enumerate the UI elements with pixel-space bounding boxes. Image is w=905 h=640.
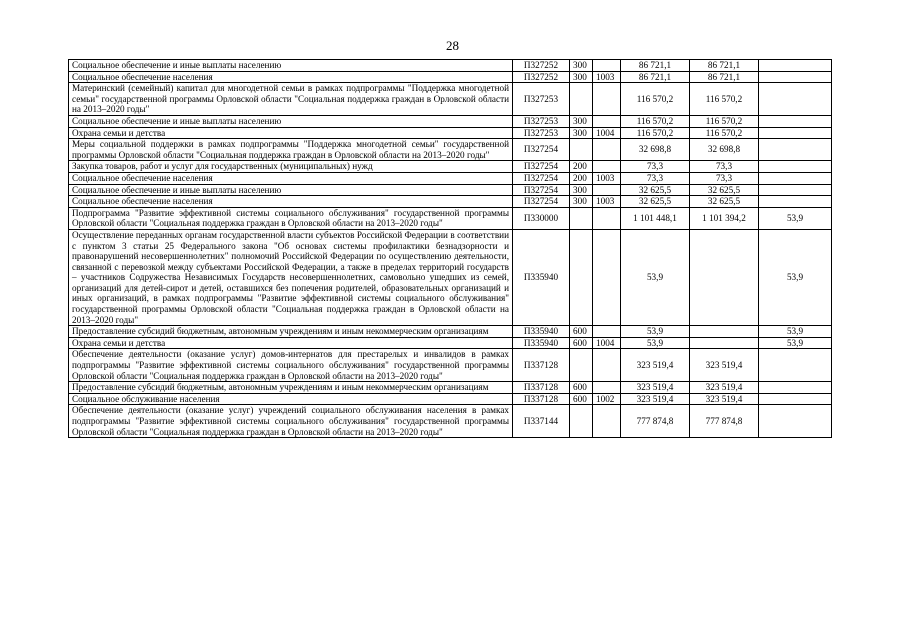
row-total-cell: 86 721,1 xyxy=(621,71,690,83)
row-code-cell: П330000 xyxy=(513,207,570,229)
table-row xyxy=(69,326,832,338)
row-expense-type-cell: 600 xyxy=(570,393,593,405)
table-row xyxy=(69,229,832,325)
row-total-cell: 323 519,4 xyxy=(621,349,690,382)
row-name-cell: Социальное обеспечение и иные выплаты населению xyxy=(69,115,513,127)
row-section-cell: 1003 xyxy=(593,172,621,184)
row-code-cell: П327254 xyxy=(513,172,570,184)
row-section-cell xyxy=(593,326,621,338)
row-code-cell: П335940 xyxy=(513,337,570,349)
row-total-cell: 323 519,4 xyxy=(621,393,690,405)
row-expense-type-cell xyxy=(570,139,593,161)
table-row xyxy=(69,196,832,208)
row-code-cell: П327254 xyxy=(513,139,570,161)
row-section-cell xyxy=(593,405,621,438)
row-section-cell xyxy=(593,349,621,382)
row-federal-cell: 53,9 xyxy=(759,207,832,229)
row-total-cell: 32 698,8 xyxy=(621,139,690,161)
row-name-cell: Социальное обеспечение населения xyxy=(69,196,513,208)
row-section-cell xyxy=(593,229,621,325)
row-code-cell: П327253 xyxy=(513,115,570,127)
row-section-cell xyxy=(593,60,621,72)
row-code-cell: П337128 xyxy=(513,393,570,405)
row-code-cell: П337128 xyxy=(513,349,570,382)
row-code-cell: П335940 xyxy=(513,229,570,325)
row-total-cell: 73,3 xyxy=(621,161,690,173)
row-regional-cell: 32 625,5 xyxy=(690,196,759,208)
table-row xyxy=(69,115,832,127)
row-regional-cell: 777 874,8 xyxy=(690,405,759,438)
row-federal-cell xyxy=(759,349,832,382)
row-regional-cell: 323 519,4 xyxy=(690,393,759,405)
row-total-cell: 323 519,4 xyxy=(621,382,690,394)
row-code-cell: П327253 xyxy=(513,127,570,139)
row-expense-type-cell xyxy=(570,83,593,116)
row-expense-type-cell: 300 xyxy=(570,71,593,83)
row-name-cell: Подпрограмма "Развитие эффективной системы социального обслуживания" государственной программы Орловской области "Социальная поддержка граждан в Орловской области на 2013–2020 годы" xyxy=(69,207,513,229)
row-total-cell: 116 570,2 xyxy=(621,115,690,127)
row-total-cell: 73,3 xyxy=(621,172,690,184)
row-regional-cell: 86 721,1 xyxy=(690,60,759,72)
row-section-cell: 1004 xyxy=(593,337,621,349)
row-regional-cell: 73,3 xyxy=(690,161,759,173)
row-code-cell: П327252 xyxy=(513,60,570,72)
table-row xyxy=(69,184,832,196)
row-federal-cell xyxy=(759,60,832,72)
row-code-cell: П327252 xyxy=(513,71,570,83)
row-federal-cell: 53,9 xyxy=(759,229,832,325)
row-total-cell: 32 625,5 xyxy=(621,196,690,208)
row-expense-type-cell: 300 xyxy=(570,115,593,127)
table-row xyxy=(69,71,832,83)
row-federal-cell xyxy=(759,83,832,116)
row-name-cell: Социальное обслуживание населения xyxy=(69,393,513,405)
row-total-cell: 53,9 xyxy=(621,229,690,325)
row-total-cell: 1 101 448,1 xyxy=(621,207,690,229)
row-federal-cell: 53,9 xyxy=(759,337,832,349)
row-federal-cell xyxy=(759,196,832,208)
row-total-cell: 53,9 xyxy=(621,337,690,349)
row-total-cell: 32 625,5 xyxy=(621,184,690,196)
row-section-cell: 1003 xyxy=(593,196,621,208)
row-regional-cell: 32 698,8 xyxy=(690,139,759,161)
row-regional-cell: 116 570,2 xyxy=(690,127,759,139)
table-row xyxy=(69,161,832,173)
row-total-cell: 777 874,8 xyxy=(621,405,690,438)
row-section-cell xyxy=(593,184,621,196)
row-federal-cell xyxy=(759,184,832,196)
row-expense-type-cell: 300 xyxy=(570,196,593,208)
row-federal-cell xyxy=(759,172,832,184)
row-section-cell: 1003 xyxy=(593,71,621,83)
row-name-cell: Меры социальной поддержки в рамках подпрограммы "Поддержка многодетной семьи" государственной программы Орловской области "Социальная поддержка граждан в Орловской области на 2013–2020 годы" xyxy=(69,139,513,161)
row-expense-type-cell: 600 xyxy=(570,382,593,394)
row-expense-type-cell: 600 xyxy=(570,326,593,338)
row-federal-cell xyxy=(759,382,832,394)
row-section-cell xyxy=(593,83,621,116)
row-total-cell: 53,9 xyxy=(621,326,690,338)
row-federal-cell xyxy=(759,127,832,139)
row-section-cell xyxy=(593,161,621,173)
row-federal-cell xyxy=(759,139,832,161)
row-expense-type-cell xyxy=(570,207,593,229)
row-name-cell: Закупка товаров, работ и услуг для государственных (муниципальных) нужд xyxy=(69,161,513,173)
table-row xyxy=(69,393,832,405)
table-row xyxy=(69,207,832,229)
table-row xyxy=(69,382,832,394)
table-row xyxy=(69,405,832,438)
row-name-cell: Социальное обеспечение населения xyxy=(69,71,513,83)
row-regional-cell: 116 570,2 xyxy=(690,83,759,116)
table-body xyxy=(69,60,832,438)
row-federal-cell xyxy=(759,115,832,127)
row-name-cell: Охрана семьи и детства xyxy=(69,337,513,349)
row-code-cell: П327253 xyxy=(513,83,570,116)
table-row xyxy=(69,83,832,116)
row-name-cell: Осуществление переданных органам государственной власти субъектов Российской Федерации в соответствии с пунктом 3 статьи 25 Федерального закона "Об основах системы профилактики безнадзорности и правонарушений несовершеннолетних" полномочий Российской Федерации по осуществлению деятельности, связанной с перевозкой между субъектами Российской Федерации, а также в пределах территорий государств – участников Содружества Независимых Государств несовершеннолетних, самовольно ушедших из семей, организаций для детей-сирот и детей, оставшихся без попечения родителей, образовательных организаций и иных организаций, в рамках подпрограммы "Развитие эффективной системы социального обслуживания" государственной программы Орловской области "Социальная поддержка граждан в Орловской области на 2013–2020 годы" xyxy=(69,229,513,325)
row-section-cell xyxy=(593,139,621,161)
row-federal-cell xyxy=(759,405,832,438)
row-code-cell: П327254 xyxy=(513,161,570,173)
row-name-cell: Предоставление субсидий бюджетным, автономным учреждениям и иным некоммерческим организациям xyxy=(69,382,513,394)
row-expense-type-cell: 300 xyxy=(570,60,593,72)
row-federal-cell: 53,9 xyxy=(759,326,832,338)
row-total-cell: 116 570,2 xyxy=(621,127,690,139)
row-regional-cell: 73,3 xyxy=(690,172,759,184)
table-row xyxy=(69,60,832,72)
row-section-cell xyxy=(593,382,621,394)
row-section-cell: 1002 xyxy=(593,393,621,405)
row-code-cell: П335940 xyxy=(513,326,570,338)
row-expense-type-cell xyxy=(570,405,593,438)
row-expense-type-cell: 300 xyxy=(570,184,593,196)
row-regional-cell: 32 625,5 xyxy=(690,184,759,196)
row-name-cell: Охрана семьи и детства xyxy=(69,127,513,139)
row-expense-type-cell xyxy=(570,229,593,325)
row-regional-cell: 86 721,1 xyxy=(690,71,759,83)
row-expense-type-cell: 200 xyxy=(570,172,593,184)
row-code-cell: П337144 xyxy=(513,405,570,438)
table-row xyxy=(69,127,832,139)
budget-table xyxy=(68,59,832,438)
table-row xyxy=(69,349,832,382)
row-regional-cell xyxy=(690,337,759,349)
row-regional-cell: 1 101 394,2 xyxy=(690,207,759,229)
row-regional-cell xyxy=(690,229,759,325)
row-regional-cell xyxy=(690,326,759,338)
row-federal-cell xyxy=(759,71,832,83)
row-total-cell: 86 721,1 xyxy=(621,60,690,72)
row-expense-type-cell: 600 xyxy=(570,337,593,349)
row-name-cell: Социальное обеспечение населения xyxy=(69,172,513,184)
row-section-cell: 1004 xyxy=(593,127,621,139)
row-regional-cell: 323 519,4 xyxy=(690,349,759,382)
row-federal-cell xyxy=(759,393,832,405)
page-number: 28 xyxy=(446,38,459,53)
row-expense-type-cell: 300 xyxy=(570,127,593,139)
row-name-cell: Предоставление субсидий бюджетным, автономным учреждениям и иным некоммерческим организациям xyxy=(69,326,513,338)
row-total-cell: 116 570,2 xyxy=(621,83,690,116)
row-section-cell xyxy=(593,115,621,127)
row-name-cell: Социальное обеспечение и иные выплаты населению xyxy=(69,184,513,196)
row-regional-cell: 116 570,2 xyxy=(690,115,759,127)
table-row xyxy=(69,139,832,161)
row-federal-cell xyxy=(759,161,832,173)
row-code-cell: П327254 xyxy=(513,184,570,196)
row-name-cell: Социальное обеспечение и иные выплаты населению xyxy=(69,60,513,72)
row-code-cell: П337128 xyxy=(513,382,570,394)
row-section-cell xyxy=(593,207,621,229)
row-name-cell: Материнский (семейный) капитал для многодетной семьи в рамках подпрограммы "Поддержка многодетной семьи" государственной программы Орловской области "Социальная поддержка граждан в Орловской области на 2013–2020 годы" xyxy=(69,83,513,116)
row-name-cell: Обеспечение деятельности (оказание услуг) домов-интернатов для престарелых и инвалидов в рамках подпрограммы "Развитие эффективной системы социального обслуживания" государственной программы Орловской области "Социальная поддержка граждан в Орловской области на 2013–2020 годы" xyxy=(69,349,513,382)
row-name-cell: Обеспечение деятельности (оказание услуг) учреждений социального обслуживания населения в рамках подпрограммы "Развитие эффективной системы социального обслуживания" государственной программы Орловской области "Социальная поддержка граждан в Орловской области на 2013–2020 годы" xyxy=(69,405,513,438)
table-row xyxy=(69,172,832,184)
row-expense-type-cell: 200 xyxy=(570,161,593,173)
table-row xyxy=(69,337,832,349)
row-expense-type-cell xyxy=(570,349,593,382)
row-code-cell: П327254 xyxy=(513,196,570,208)
row-regional-cell: 323 519,4 xyxy=(690,382,759,394)
